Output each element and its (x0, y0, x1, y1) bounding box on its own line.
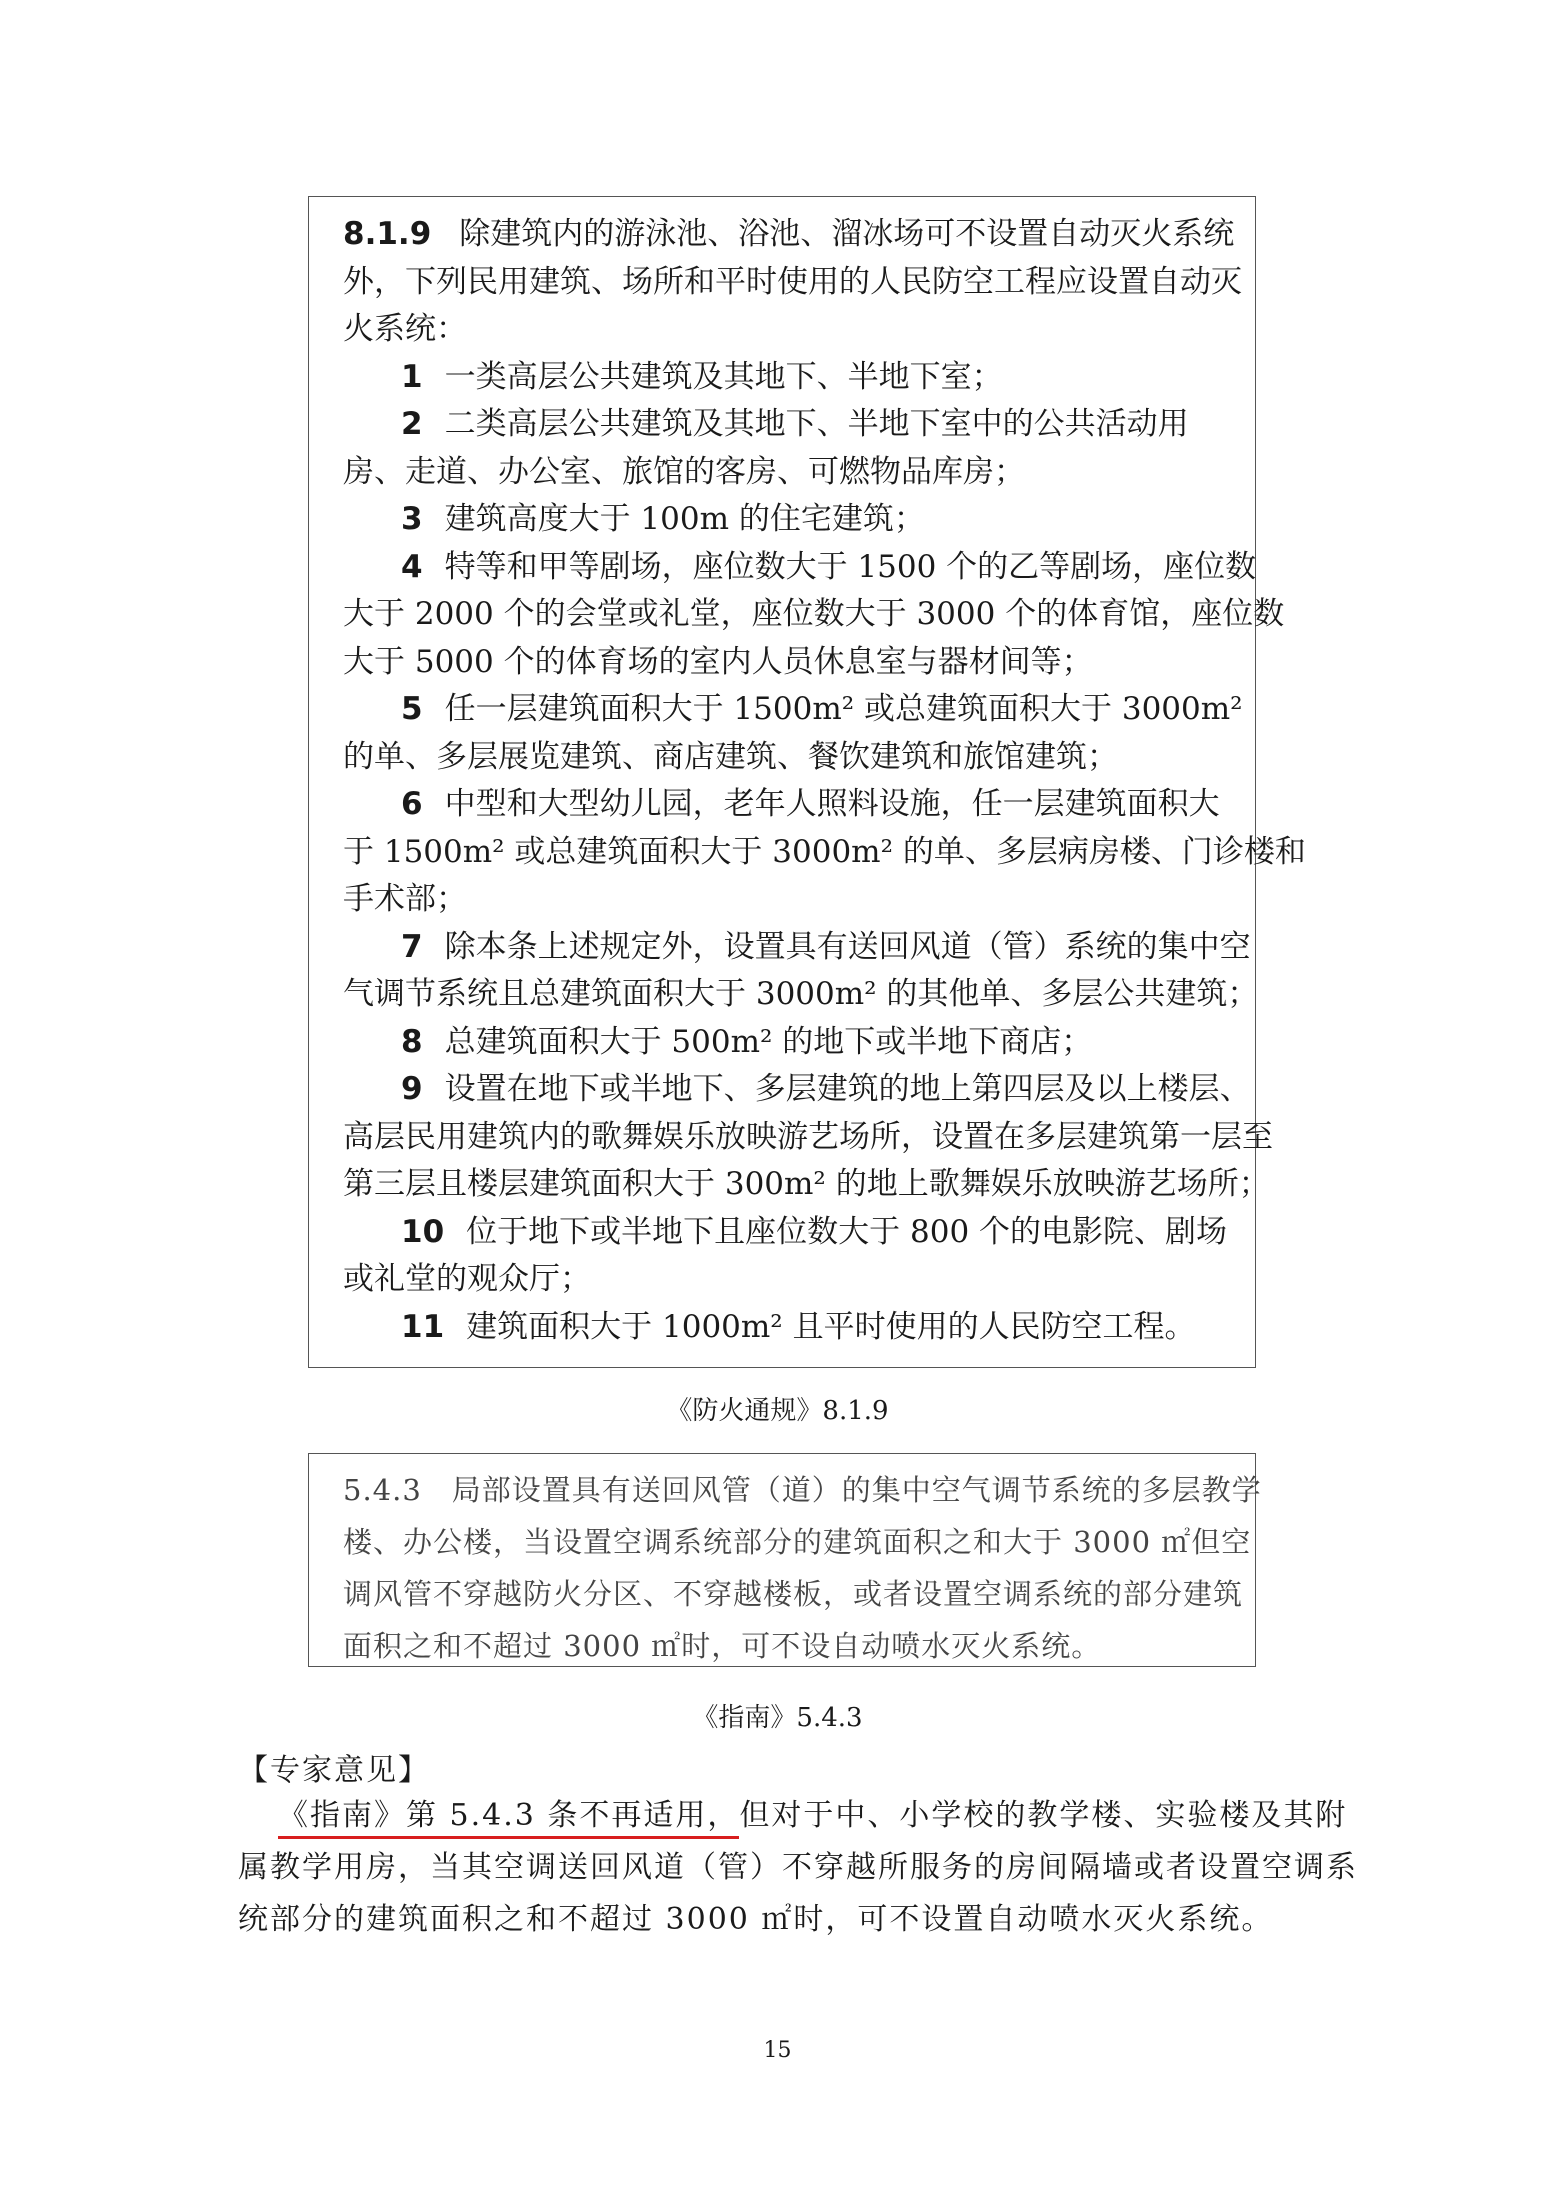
clause-line: 大于 5000 个的体育场的室内人员休息室与器材间等； (343, 643, 1093, 680)
clause-item-line (343, 401, 1233, 449)
guide-clause-box (308, 1453, 1262, 1667)
code-clause-box (308, 196, 1306, 1368)
page-number: 15 (763, 2038, 792, 2063)
clause-line: 火系统： (343, 311, 467, 347)
opinion-text: 但对于中、小学校的教学楼、实验楼及其附 (739, 1798, 1348, 1833)
clause-line: 第三层且楼层建筑面积大于 300m² 的地上歌舞娱乐放映游艺场所； (343, 1166, 1270, 1202)
expert-opinion-line (238, 1790, 1348, 1842)
clause-line: 房、走道、办公室、旅馆的客房、可燃物品库房； (343, 453, 1025, 490)
caption-guide: 《指南》5.4.3 (692, 1703, 863, 1733)
item-number: 10 (401, 1213, 445, 1250)
item-text: 任一层建筑面积大于 1500m² 或总建筑面积大于 3000m² (444, 691, 1243, 727)
item-text: 特等和甲等剧场，座位数大于 1500 个的乙等剧场，座位数 (444, 548, 1257, 585)
clause-item-line (343, 1304, 1233, 1352)
guide-line: 面积之和不超过 3000 ㎡时，可不设自动喷水灭火系统。 (343, 1629, 1102, 1663)
item-number: 3 (401, 501, 423, 537)
item-text: 建筑面积大于 1000m² 且平时使用的人民防空工程。 (466, 1308, 1196, 1345)
clause-line: 外，下列民用建筑、场所和平时使用的人民防空工程应设置自动灭 (343, 263, 1242, 300)
item-number: 8 (401, 1023, 423, 1060)
clause-item-line (343, 1066, 1251, 1114)
item-number: 4 (401, 548, 423, 585)
item-text: 一类高层公共建筑及其地下、半地下室； (444, 358, 1003, 395)
expert-heading: 【专家意见】 (238, 1753, 430, 1788)
clause-item-line (343, 781, 1233, 829)
item-number: 6 (401, 786, 423, 822)
guide-line: 楼、办公楼，当设置空调系统部分的建筑面积之和大于 3000 ㎡但空 (343, 1525, 1252, 1559)
clause-line: 气调节系统且总建筑面积大于 3000m² 的其他单、多层公共建筑； (343, 976, 1259, 1012)
underlined-text: 《指南》第 5.4.3 条不再适用， (278, 1796, 739, 1839)
clause-item-line (343, 924, 1251, 972)
item-number: 9 (401, 1071, 423, 1107)
item-text: 总建筑面积大于 500m² 的地下或半地下商店； (444, 1023, 1093, 1060)
item-number: 7 (401, 928, 423, 965)
clause-line: 于 1500m² 或总建筑面积大于 3000m² 的单、多层病房楼、门诊楼和 (343, 833, 1306, 870)
expert-opinion-line: 统部分的建筑面积之和不超过 3000 ㎡时，可不设置自动喷水灭火系统。 (238, 1902, 1274, 1937)
item-text: 建筑高度大于 100m 的住宅建筑； (444, 501, 925, 537)
item-number: 2 (401, 406, 423, 442)
guide-line: 5.4.3 局部设置具有送回风管（道）的集中空气调节系统的多层教学 (343, 1473, 1262, 1507)
clause-line: 的单、多层展览建筑、商店建筑、餐饮建筑和旅馆建筑； (343, 738, 1118, 775)
item-text: 二类高层公共建筑及其地下、半地下室中的公共活动用 (444, 406, 1189, 442)
caption-fire-code: 《防火通规》8.1.9 (666, 1396, 889, 1426)
clause-text: 除建筑内的游泳池、浴池、溜冰场可不设置自动灭火系统 (459, 216, 1235, 252)
clause-item-line (343, 1209, 1233, 1257)
clause-item-line (343, 544, 1257, 592)
clause-line: 大于 2000 个的会堂或礼堂，座位数大于 3000 个的体育馆，座位数 (343, 596, 1285, 632)
guide-line: 调风管不穿越防火分区、不穿越楼板，或者设置空调系统的部分建筑 (343, 1577, 1244, 1611)
item-number: 5 (401, 691, 423, 727)
clause-line: 高层民用建筑内的歌舞娱乐放映游艺场所，设置在多层建筑第一层至 (343, 1118, 1273, 1155)
expert-opinion-line: 属教学用房，当其空调送回风道（管）不穿越所服务的房间隔墙或者设置空调系 (238, 1850, 1358, 1885)
item-text: 位于地下或半地下且座位数大于 800 个的电影院、剧场 (466, 1213, 1228, 1250)
clause-item-line (343, 686, 1243, 734)
clause-line: 或礼堂的观众厅； (343, 1261, 591, 1297)
clause-item-line (343, 496, 1233, 544)
item-text: 除本条上述规定外，设置具有送回风道（管）系统的集中空 (444, 928, 1251, 965)
clause-item-line (343, 354, 1233, 402)
item-text: 设置在地下或半地下、多层建筑的地上第四层及以上楼层、 (444, 1071, 1251, 1107)
item-number: 11 (401, 1308, 445, 1345)
item-text: 中型和大型幼儿园，老年人照料设施，任一层建筑面积大 (444, 786, 1220, 822)
clause-item-line (343, 1019, 1233, 1067)
item-number: 1 (401, 358, 423, 395)
clause-line: 手术部； (343, 881, 467, 917)
clause-number: 8.1.9 (343, 216, 432, 252)
clause-line (343, 211, 1233, 259)
